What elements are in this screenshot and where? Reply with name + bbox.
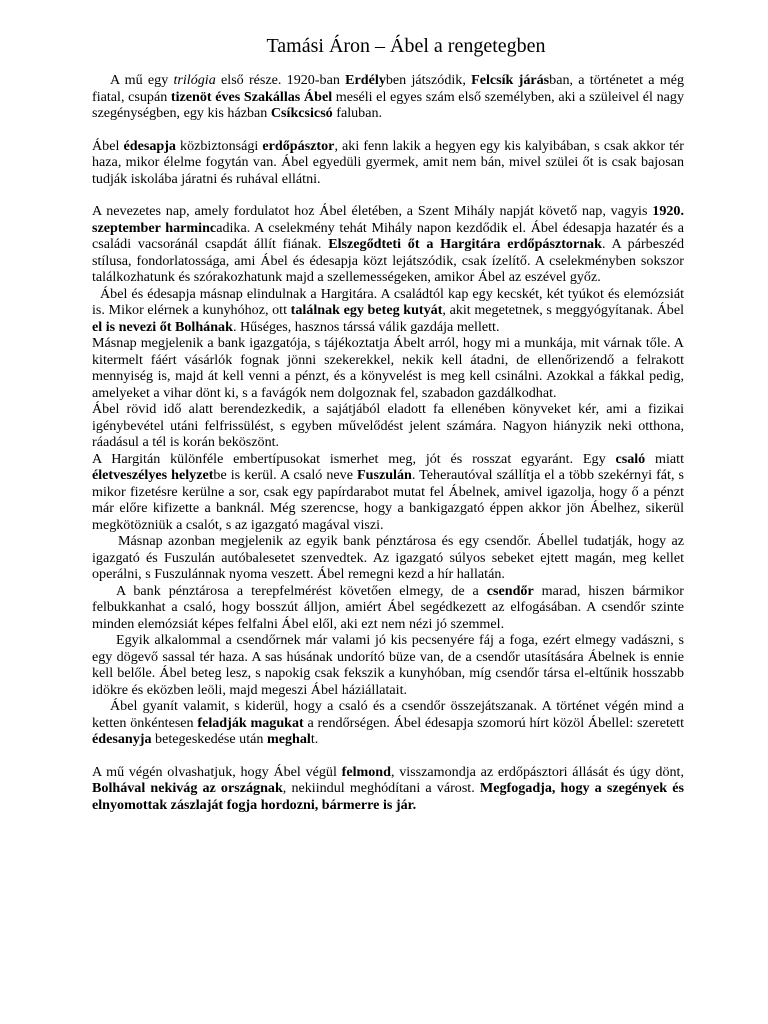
bold-text: Bolhával nekivág az országnak bbox=[92, 780, 283, 796]
paragraph-p1 bbox=[92, 72, 684, 122]
text-run: Ábel gyanít valamit, s kiderül, hogy a csaló és a csendőr összejátszanak. A történet végén mind a ketten önkéntesen bbox=[92, 698, 684, 731]
text-run: Másnap azonban megjelenik az egyik bank pénztárosa és egy csendőr. Ábellel tudatják, hogy az igazgató és Fuszulán autóbalesetet szenvedtek. Az igazgató súlyos sebeket ejtett magán, meg kellet operálni, s Fuszulánnak nyoma veszett. Ábel remegni kezd a hír hallatán. bbox=[92, 533, 684, 582]
bold-text: életveszélyes helyzet bbox=[92, 467, 214, 483]
text-run: A bank pénztárosa a terepfelmérést követően elmegy, de a bbox=[116, 582, 487, 599]
text-run: első része. 1920-ban bbox=[215, 72, 346, 88]
paragraph-p6 bbox=[92, 401, 684, 451]
text-run: marad, hiszen bármikor felbukkanhat a csaló, hogy bosszút álljon, amiért Ábel segédkezett az elfogásában. A csendőr szinte minden elemózsiát képes felfalni Ábel elől, aki ezt nem nézi jó szemmel. bbox=[92, 582, 684, 632]
text-run: . Teherautóval szállítja el a több szekérnyi fát, s mikor fizetésre kerülne a sor, csak egy papírdarabot mutat fel Ábelnek, amivel igazolja, hogy ő a pénzt már előre kifizette a banknál. Még szerencse, hogy a bankigazgató éppen akkor jön Ábelhez, sikerül megkötözniük a csalót, s az igazgató magával viszi. bbox=[92, 467, 684, 533]
text-run: Ábel és édesapja másnap elindulnak a Hargitára. A családtól kap egy kecskét, két tyúkot és elemózsiát is. Mikor elérnek a kunyhóhoz, ott bbox=[92, 285, 684, 318]
text-run: , akit megetetnek, s meggyógyítanak. Ábel bbox=[442, 302, 684, 318]
paragraph-p2 bbox=[92, 138, 684, 188]
text-run: adika. A cselekmény tehát Mihály napon kezdődik el. Ábel édesapja hazatér és a családi vacsoránál csapdát állít fiának. bbox=[92, 219, 684, 252]
paragraph-p11 bbox=[92, 698, 684, 748]
text-run: Egyik alkalommal a csendőrnek már valami jó kis pecsenyére fáj a foga, ezért elmegy vadászni, s egy dögevő sassal tér haza. A sas húsának undorító büze van, de a csendőr utasítására Ábelnek is ennie kell belőle. Ábel beteg lesz, s napokig csak fekszik a kunyhóban, míg csendőr társa el-eltűnik hosszabb idökre és eközben leöli, majd megeszi Ábel háziállatait. bbox=[92, 632, 684, 698]
paragraph-p4 bbox=[92, 286, 684, 336]
text-run: ban, a történetet a még fiatal, csupán bbox=[92, 72, 684, 105]
bold-text: Fuszulán bbox=[357, 467, 412, 483]
bold-text: 1920. szeptember harminc bbox=[92, 203, 684, 236]
text-run: közbiztonsági bbox=[175, 137, 263, 154]
text-run: betegeskedése után bbox=[151, 731, 267, 747]
paragraph-p10 bbox=[92, 632, 684, 698]
text-run: , nekiindul meghódítani a várost. bbox=[282, 780, 480, 796]
paragraph-p8 bbox=[92, 533, 684, 583]
text-run: t. bbox=[310, 731, 319, 747]
text-run: meséli el egyes szám első személyben, aki a szüleivel él nagy szegénységben, egy kis házban bbox=[92, 88, 685, 121]
text-run: Ábel bbox=[92, 137, 124, 154]
bold-text: csaló bbox=[615, 450, 646, 467]
text-run: A mű végén olvashatjuk, hogy Ábel végül bbox=[92, 763, 342, 780]
bold-text: Erdély bbox=[345, 72, 386, 88]
paragraph-spacer bbox=[92, 187, 684, 203]
bold-text: feladják magukat bbox=[197, 714, 304, 731]
text-run: a rendőrségen. Ábel édesapja szomorú hírt közöl Ábellel: szeretett bbox=[303, 714, 685, 731]
text-run: A Hargitán különféle embertípusokat ismerhet meg, jót és rosszat egyaránt. Egy bbox=[92, 450, 616, 467]
text-run: Ábel rövid idő alatt berendezkedik, a sajátjából eladott fa ellenében könyveket kér, ami a fizikai igénybevétel utáni felfrissülést, s egyben művelődést jelent számára. Nagyon hiányzik neki otthona, ráadásul a tél is korán beköszönt. bbox=[92, 401, 684, 450]
bold-text: tizenöt éves Szakállas Ábel bbox=[170, 88, 333, 105]
paragraph-p3 bbox=[92, 203, 684, 286]
bold-text: Elszegődteti őt a Hargitára erdőpásztornak bbox=[328, 236, 602, 252]
text-run: A mű egy bbox=[110, 72, 174, 88]
text-run: . Hűséges, hasznos társsá válik gazdája mellett. bbox=[232, 318, 500, 335]
text-run: . A párbeszéd stílusa, fondorlatossága, ami Ábel és édesapja közt lejátszódik, csak ízelítő. A cselekményben sokszor találkozhatunk és szórakozhatunk majd a szellemességeken, amikor Ábel az eszével győz. bbox=[92, 236, 685, 285]
paragraph-p12 bbox=[92, 764, 684, 814]
bold-text: Csíkcsicsó bbox=[270, 105, 333, 121]
text-run: faluban. bbox=[332, 105, 383, 121]
paragraph-p7 bbox=[92, 451, 684, 534]
bold-text: találnak egy beteg kutyát bbox=[290, 302, 443, 318]
text-run: , visszamondja az erdőpásztori állását és úgy dönt, bbox=[390, 763, 684, 780]
page-title: Tamási Áron – Ábel a rengetegben bbox=[266, 35, 546, 57]
paragraph-spacer bbox=[92, 748, 684, 764]
paragraph-p9 bbox=[92, 583, 684, 633]
bold-text: el is nevezi őt Bolhának bbox=[92, 318, 233, 335]
paragraph-p5 bbox=[92, 335, 684, 401]
bold-text: Felcsík járás bbox=[471, 72, 550, 88]
paragraph-spacer bbox=[92, 122, 684, 138]
text-run: , aki fenn lakik a hegyen egy kis kalyibában, s csak akkor tér haza, mikor élelme fogytán van. Ábel egyedüli gyermek, amit nem bán, mivel szülei őt is csak bajosan tudják iskolába járatni és ruhával ellátni. bbox=[92, 137, 684, 187]
bold-text: meghal bbox=[266, 731, 311, 747]
document-body bbox=[92, 72, 684, 813]
bold-text: erdőpásztor bbox=[262, 137, 335, 154]
bold-text: csendőr bbox=[486, 582, 534, 599]
bold-text: édesapja bbox=[123, 137, 176, 154]
text-run: be is kerül. A csaló neve bbox=[213, 467, 358, 483]
bold-text: édesanyja bbox=[92, 731, 152, 747]
text-run: ben játszódik, bbox=[385, 72, 472, 88]
text-run: A nevezetes nap, amely fordulatot hoz Ábel életében, a Szent Mihály napját követő nap, vagyis bbox=[92, 203, 653, 219]
bold-text: Megfogadja, hogy a szegények és elnyomottak zászlaját fogja hordozni, bármerre is jár. bbox=[92, 780, 684, 813]
text-run: Másnap megjelenik a bank igazgatója, s tájékoztatja Ábelt arról, hogy mi a munkája, mit várnak tőle. A kitermelt fáért vásárlók fognak jönni szekerekkel, nekik kell átadni, de ellenőrizendő a felrakott mennyiség is, majd át kell venni a pénzt, és a könyvelést is meg kell csinálni. Azokkal a fákkal pedig, amelyeket a vihar dönt ki, s a favágók nem dolgoznak fel, szabadon gazdálkodhat. bbox=[92, 335, 684, 401]
text-run: miatt bbox=[645, 450, 684, 467]
bold-text: felmond bbox=[341, 763, 391, 780]
italic-text: trilógia bbox=[173, 72, 216, 88]
